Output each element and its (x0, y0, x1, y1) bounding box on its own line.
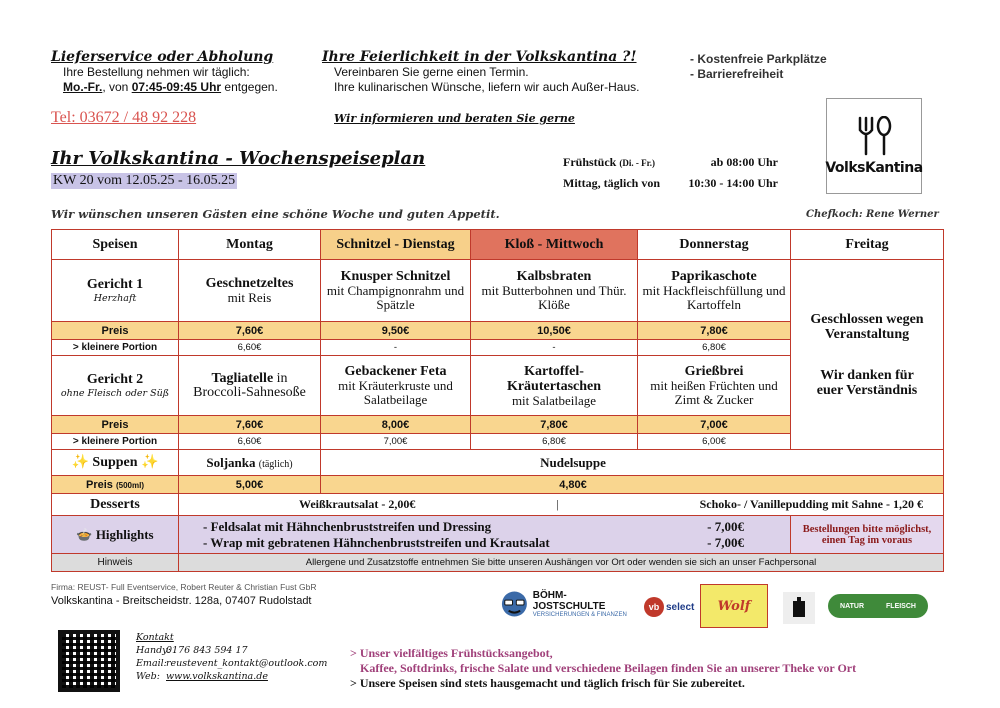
lunch-time: 10:30 - 14:00 Uhr (688, 176, 778, 190)
small-price-thursday: 6,00€ (638, 434, 791, 450)
week-range: KW 20 vom 12.05.25 - 16.05.25 (53, 173, 236, 188)
notice-text: Allergene und Zusatzstoffe entnehmen Sie bitte unseren Aushängen vor Ort oder wenden sie sich an unser Fachpersonal (179, 554, 944, 572)
dish-desc: Broccoli-Sahnesoße (193, 385, 306, 400)
promo-block (350, 646, 950, 691)
soup-price-label: Preis (86, 478, 113, 491)
dish1-label-cell (52, 260, 179, 322)
header-dishes: Speisen (52, 230, 179, 260)
soup-monday (179, 450, 321, 476)
price-thursday: 7,80€ (638, 322, 791, 340)
delivery-title: Lieferservice oder Abholung (51, 49, 274, 65)
highlight-text: - Feldsalat mit Hähnchenbruststreifen und Dressing (203, 518, 492, 534)
dish-name: Kartoffel-Kräutertaschen (506, 363, 602, 394)
price-label: Preis (52, 322, 179, 340)
header-row (52, 230, 944, 260)
breakfast-hours (563, 155, 778, 170)
volkskantina-logo (826, 98, 922, 194)
dish-desc: mit Hackfleischfüllung und Kartoffeln (642, 283, 786, 312)
delivery-end: entgegen. (221, 80, 278, 94)
soup-price-label-cell (52, 476, 179, 494)
small-portion-label: > kleinere Portion (52, 434, 179, 450)
delivery-line2 (51, 80, 321, 95)
sponsor-vbselect (644, 596, 694, 618)
dessert-separator: | (556, 497, 559, 511)
highlights-label-cell (52, 516, 179, 554)
soup1-name: Soljanka (206, 454, 256, 470)
dish2-monday (179, 356, 321, 416)
phone-number[interactable]: Tel: 03672 / 48 92 228 (51, 109, 197, 126)
desserts-label: Desserts (52, 494, 179, 516)
soup1-note: (täglich) (258, 458, 293, 470)
company-line: Firma: REUST- Full Eventservice, Robert Reuter & Christian Fust GbR (51, 582, 317, 592)
dish-name: Geschnetzeltes (205, 276, 294, 291)
address-line: Volkskantina - Breitscheidstr. 128a, 07407 Rudolstadt (51, 595, 312, 607)
plan-title: Ihr Volkskantina - Wochenspeiseplan (51, 148, 426, 169)
highlights-label: Highlights (95, 526, 154, 542)
feature-accessibility: - Barrierefreiheit (690, 67, 784, 81)
promo-line1: > Unser vielfältiges Frühstücksangebot, (350, 646, 553, 660)
dish-desc: mit Champignonrahm und Spätzle (326, 283, 465, 312)
sponsor-dark-icon (783, 592, 815, 624)
price-thursday: 7,00€ (638, 416, 791, 434)
dish1-name: Gericht 1 (86, 277, 144, 292)
header-friday: Freitag (791, 230, 944, 260)
figure-icon (790, 597, 808, 619)
lunch-label: Mittag, täglich von (563, 176, 660, 190)
soup-price-row (52, 476, 944, 494)
header-monday: Montag (179, 230, 321, 260)
celebration-title: Ihre Feierlichkeit in der Volkskantina ?! (322, 49, 637, 65)
feature-parking: - Kostenfreie Parkplätze (690, 52, 827, 66)
menu-table (51, 229, 944, 572)
sponsor-naturfleisch (828, 594, 928, 618)
dish-name: Grießbrei (684, 364, 744, 379)
dish-desc: mit Kräuterkruste und Salatbeilage (338, 378, 453, 407)
greeting-text: Wir wünschen unseren Gästen eine schöne Woche und guten Appetit. (51, 207, 500, 221)
small-price-monday: 6,60€ (179, 434, 321, 450)
soup-row (52, 450, 944, 476)
dish1-monday (179, 260, 321, 322)
dessert-row (52, 494, 944, 516)
natur-text: NATUR (840, 602, 865, 610)
delivery-mid: , von (102, 80, 132, 94)
vb-select-text: select (666, 601, 695, 613)
dish-name: Gebackener Feta (344, 364, 447, 379)
fork-spoon-icon (852, 116, 896, 156)
wolf-text: Wolf (717, 598, 751, 614)
advice-text: Wir informieren und beraten Sie gerne (334, 112, 575, 125)
dish-name: Tagliatelle (211, 371, 274, 386)
dish2-tuesday (321, 356, 471, 416)
delivery-time: 07:45-09:45 Uhr (131, 80, 222, 94)
small-price-tuesday: 7,00€ (321, 434, 471, 450)
promo-line3: > Unsere Speisen sind stets hausgemacht und täglich frisch für Sie zubereitet. (350, 676, 745, 690)
highlight-item (203, 535, 744, 551)
contact-web: Web: www.volkskantina.de (136, 671, 268, 682)
highlight-price: - 7,00€ (707, 534, 744, 550)
desserts-cell (179, 494, 944, 516)
notice-row (52, 554, 944, 572)
lunch-hours (563, 176, 778, 191)
soup-price-unit: (500ml) (115, 480, 144, 490)
dish-desc: mit heißen Früchten und Zimt & Zucker (650, 378, 778, 407)
dish-name: Knusper Schnitzel (340, 269, 451, 284)
header-tuesday: Schnitzel - Dienstag (321, 230, 471, 260)
highlights-row (52, 516, 944, 554)
header-thursday: Donnerstag (638, 230, 791, 260)
dessert-item1: Weißkrautsalat - 2,00€ (299, 497, 416, 511)
contact-handy: Handy:0176 843 594 17 (136, 645, 248, 656)
price-monday: 7,60€ (179, 416, 321, 434)
dessert-item2: Schoko- / Vanillepudding mit Sahne - 1,20 € (699, 497, 923, 511)
dish-name: Paprikaschote (671, 269, 757, 284)
dish1-wednesday (471, 260, 638, 322)
dish-name: Kalbsbraten (516, 269, 592, 284)
promo-line2: Kaffee, Softdrinks, frische Salate und verschiedene Beilagen finden Sie an unserer Theke vor Ort (360, 661, 857, 675)
price-monday: 7,60€ (179, 322, 321, 340)
dish-desc: mit Reis (227, 290, 272, 305)
small-price-thursday: 6,80€ (638, 340, 791, 356)
sponsor-bohm (500, 585, 635, 623)
price-label: Preis (52, 416, 179, 434)
dish2-name: Gericht 2 (86, 372, 144, 387)
highlight-item (203, 519, 744, 535)
contact-title: Kontakt (136, 632, 174, 643)
small-price-tuesday: - (321, 340, 471, 356)
friday-closed-cell (791, 260, 944, 450)
dish1-row (52, 260, 944, 322)
glasses-face-icon (500, 589, 529, 619)
highlight-price: - 7,00€ (707, 518, 744, 534)
dish1-tuesday (321, 260, 471, 322)
web-link[interactable]: www.volkskantina.de (166, 671, 268, 682)
celebration-block (322, 49, 682, 95)
small-price-monday: 6,60€ (179, 340, 321, 356)
soup2-name: Nudelsuppe (321, 450, 944, 476)
handy-number[interactable]: 0176 843 594 17 (166, 645, 248, 656)
small-portion-label: > kleinere Portion (52, 340, 179, 356)
highlight-text: - Wrap mit gebratenen Hähnchenbruststreifen und Krautsalat (203, 534, 550, 550)
dish2-thursday (638, 356, 791, 416)
soups-label: ✨ Suppen ✨ (52, 450, 179, 476)
delivery-line1: Ihre Bestellung nehmen wir täglich: (63, 65, 250, 79)
delivery-days: Mo.-Fr. (63, 80, 103, 94)
soup1-price: 5,00€ (179, 476, 321, 494)
dish2-wednesday (471, 356, 638, 416)
dish-desc: mit Salatbeilage (511, 392, 597, 408)
contact-email: Email:reustevent_kontakt@outlook.com (136, 658, 328, 669)
dish2-label-cell (52, 356, 179, 416)
highlights-note: Bestellungen bitte möglichst, einen Tag im voraus (791, 516, 944, 554)
qr-code-icon[interactable] (58, 630, 120, 692)
highlights-items (179, 516, 791, 554)
price-wednesday: 10,50€ (471, 322, 638, 340)
breakfast-time: ab 08:00 Uhr (710, 155, 778, 169)
soup2-price: 4,80€ (321, 476, 944, 494)
bohm-sub: VERSICHERUNGEN & FINANZEN (532, 612, 627, 618)
price-tuesday: 9,50€ (321, 322, 471, 340)
dish1-thursday (638, 260, 791, 322)
vb-logo: vb (644, 597, 664, 617)
contact-block (136, 631, 336, 683)
chef-name: Chefkoch: Rene Werner (806, 209, 939, 220)
fleisch-text: FLEISCH (886, 602, 916, 610)
celebration-line1: Vereinbaren Sie gerne einen Termin. (334, 65, 529, 79)
price-tuesday: 8,00€ (321, 416, 471, 434)
celebration-line2: Ihre kulinarischen Wünsche, liefern wir auch Außer-Haus. (334, 80, 640, 94)
friday-thanks: Wir danken für euer Verständnis (816, 367, 918, 398)
dish1-sub: Herzhaft (93, 293, 137, 304)
pot-icon: 🍲 (76, 526, 93, 542)
features-list (690, 52, 890, 82)
friday-closed: Geschlossen wegen Veranstaltung (810, 311, 924, 342)
email-link[interactable]: reustevent_kontakt@outlook.com (166, 658, 328, 669)
header-wednesday: Kloß - Mittwoch (471, 230, 638, 260)
breakfast-days: (Di. - Fr.) (619, 158, 656, 168)
small-price-wednesday: - (471, 340, 638, 356)
delivery-block (51, 49, 321, 95)
logo-text: VolksKantina (825, 160, 923, 176)
notice-label: Hinweis (52, 554, 179, 572)
sponsor-wolf (700, 584, 768, 628)
dish-name-suffix: in (273, 371, 288, 386)
dish-desc: mit Butterbohnen und Thür. Klöße (481, 283, 627, 312)
dish2-sub: ohne Fleisch oder Süß (60, 388, 170, 399)
small-price-wednesday: 6,80€ (471, 434, 638, 450)
bohm-name: BÖHM-JOSTSCHULTE (532, 590, 606, 612)
breakfast-label: Frühstück (563, 155, 617, 169)
price-wednesday: 7,80€ (471, 416, 638, 434)
